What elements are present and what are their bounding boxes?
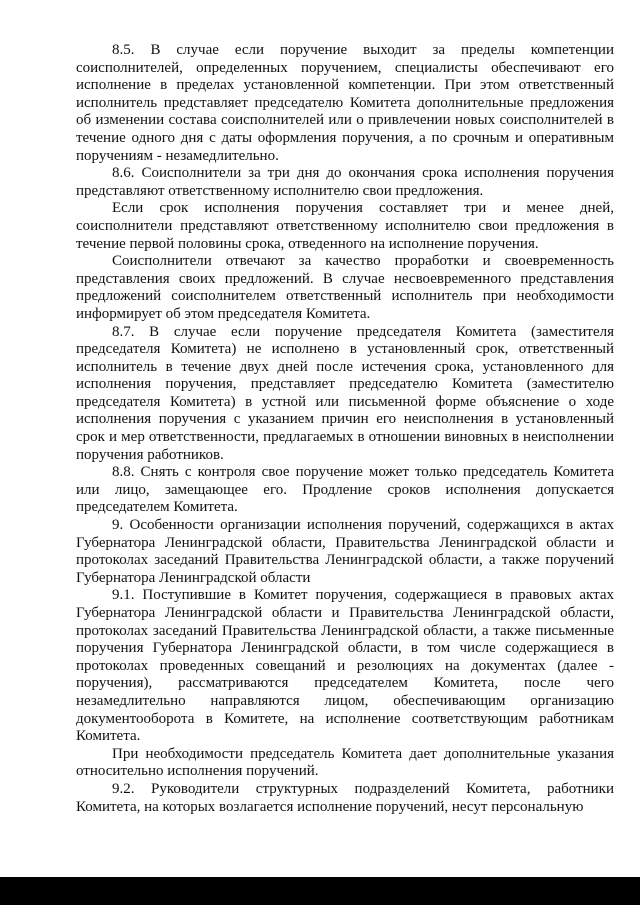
paragraph-8-8: 8.8. Снять с контроля свое поручение может только председатель Комитета или лицо, замещающее его. Продление сроков исполнения допускается председателем Комитета. [76, 464, 614, 516]
paragraph-8-6-short-term: Если срок исполнения поручения составляет три и менее дней, соисполнители представляют ответственному исполнителю свои предложения в течение первой половины срока, отведенного на исполнение поручения. [76, 200, 614, 252]
section-9-heading: 9. Особенности организации исполнения поручений, содержащихся в актах Губернатора Ленинградской области, Правительства Ленинградской области и протоколах заседаний Правительства Ленинградской области, а также поручений Губернатора Ленинградской области [76, 517, 614, 586]
paragraph-8-6-responsibility: Соисполнители отвечают за качество проработки и своевременность представления своих предложений. В случае несвоевременного представления предложений соисполнителем ответственный исполнитель при необходимости информирует об этом председателя Комитета. [76, 253, 614, 322]
paragraph-9-2: 9.2. Руководители структурных подразделений Комитета, работники Комитета, на которых возлагается исполнение поручений, несут персональную [76, 780, 614, 815]
paragraph-8-6: 8.6. Соисполнители за три дня до окончания срока исполнения поручения представляют ответственному исполнителю свои предложения. [76, 165, 614, 199]
paragraph-8-5: 8.5. В случае если поручение выходит за пределы компетенции соисполнителей, определенных поручением, специалисты обеспечивают его исполнение в пределах установленной компетенции. При этом ответственный исполнитель представляет председателю Комитета дополнительные предложения об изменении состава соисполнителей или о привлечении новых соисполнителей в течение одного дня с даты оформления поручения, а по срочным и оперативным поручениям - незамедлительно. [76, 42, 614, 164]
paragraph-9-1: 9.1. Поступившие в Комитет поручения, содержащиеся в правовых актах Губернатора Ленинградской области и Правительства Ленинградской области, протоколах заседаний Правительства Ленинградской области, а также письменные поручения Губернатора Ленинградской области, в том числе содержащиеся в протоколах проведенных совещаний и резолюциях на документах (далее - поручения), рассматриваются председателем Комитета, после чего незамедлительно направляются лицом, обеспечивающим организацию документооборота в Комитете, на исполнение соответствующим работникам Комитета. [76, 587, 614, 745]
scan-bottom-edge [0, 877, 640, 905]
paragraph-9-1-additional: При необходимости председатель Комитета дает дополнительные указания относительно исполнения поручений. [76, 745, 614, 780]
paragraph-8-7: 8.7. В случае если поручение председателя Комитета (заместителя председателя Комитета) не исполнено в установленный срок, ответственный исполнитель в течение двух дней после истечения срока, установленного для исполнения поручения, представляет председателю Комитета (заместителю председателя Комитета) в устной или письменной форме объяснение о ходе исполнения поручения с указанием причин его неисполнения в установленный срок и мер ответственности, предлагаемых в отношении виновных в неисполнении поручения работников. [76, 323, 614, 463]
